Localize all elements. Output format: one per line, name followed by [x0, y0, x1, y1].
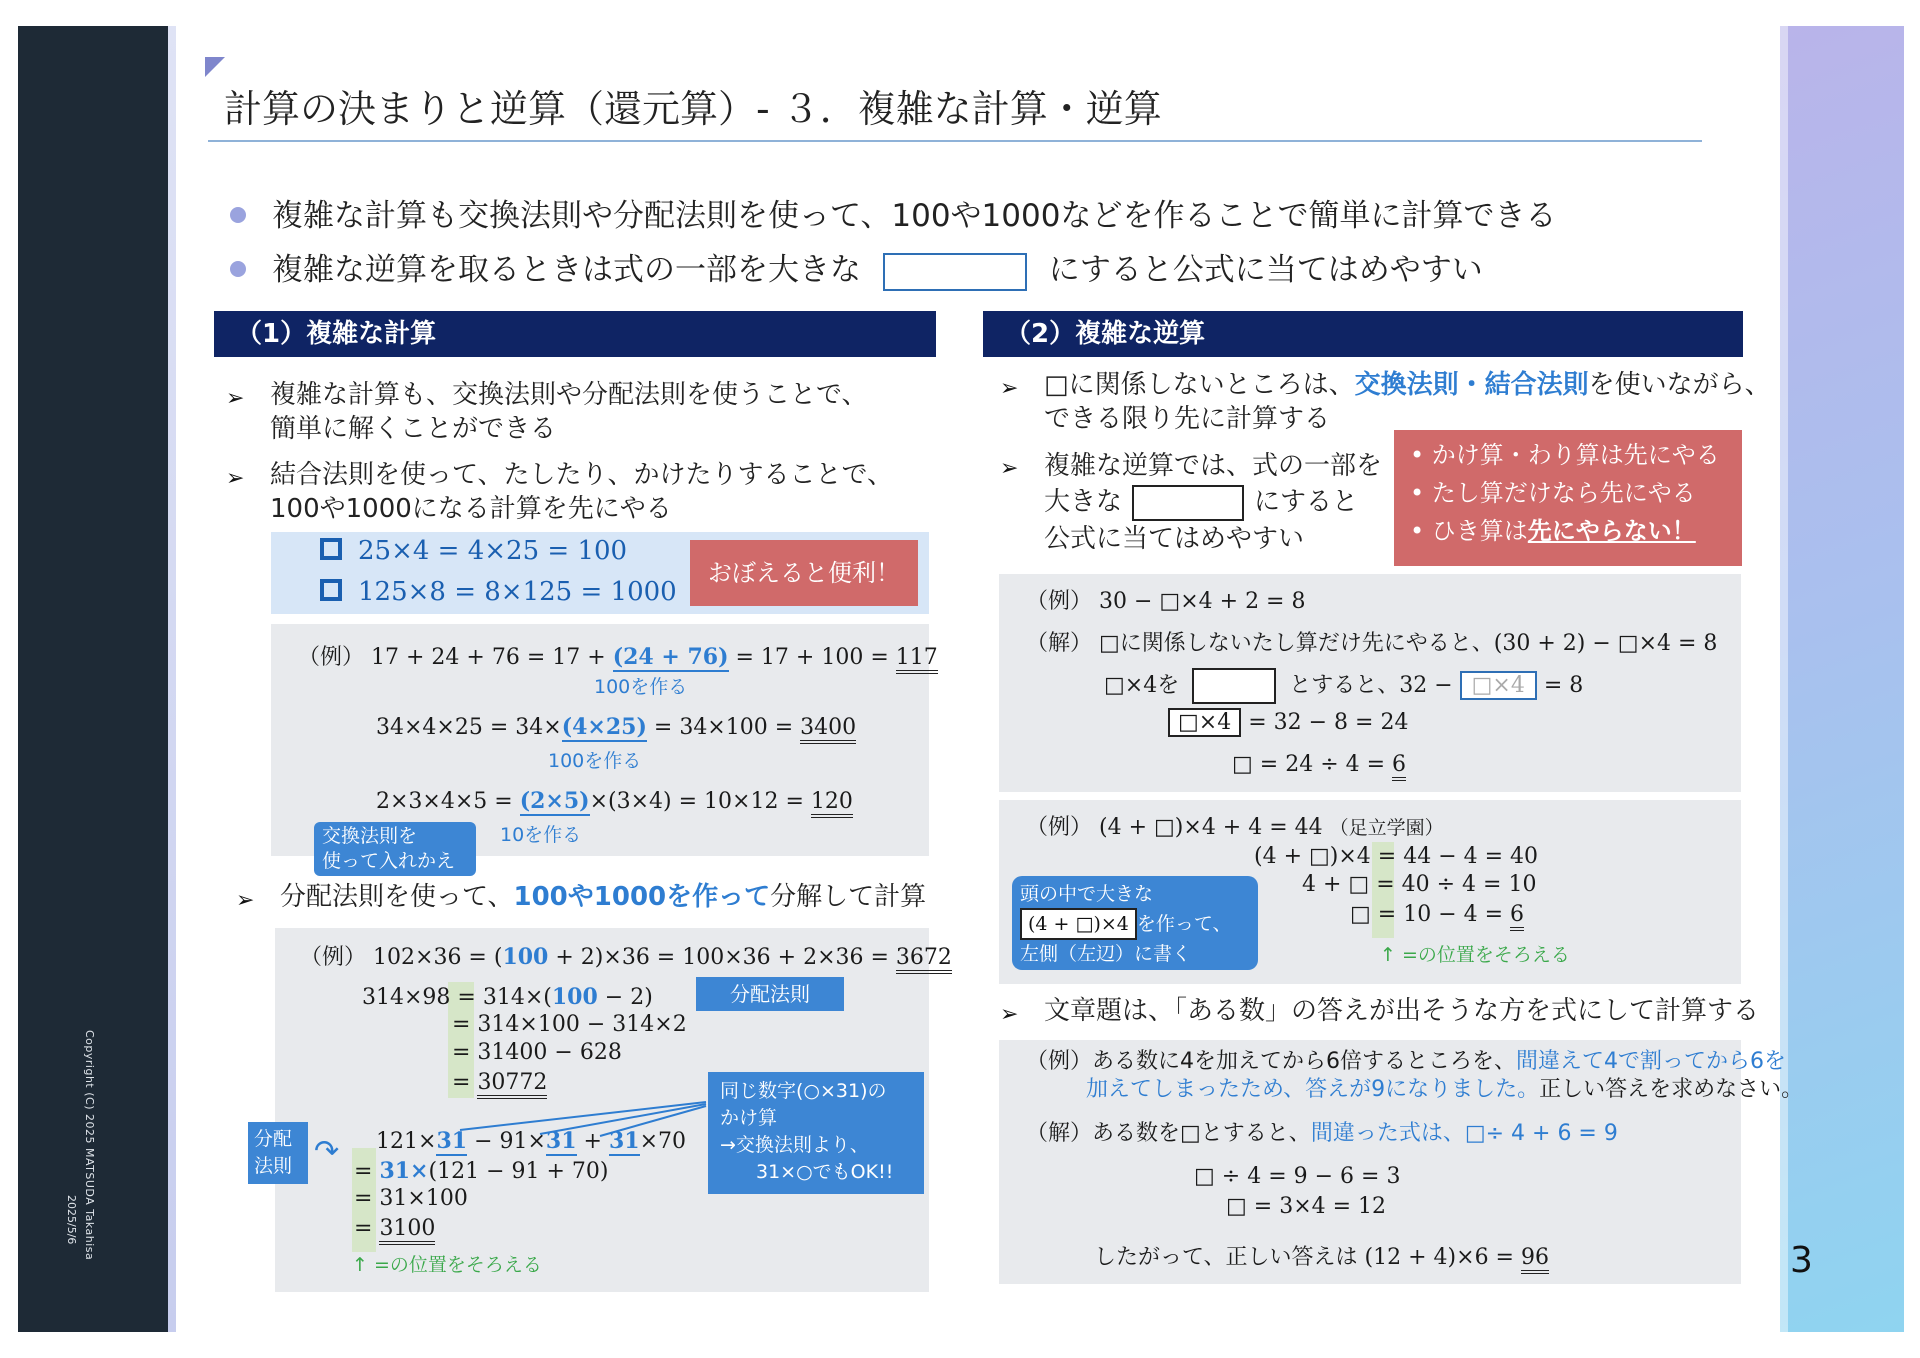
checkbox-square-icon — [320, 538, 342, 560]
head-note: 頭の中で大きな (4 + □)×4 を作って、 左側（左辺）に書く — [1012, 876, 1258, 970]
inv-example-1: （例） 30 − □×4 + 2 = 8 — [1026, 589, 1306, 614]
inv-solution-3: □×4 = 32 − 8 = 24 — [1168, 708, 1408, 737]
swap-note: 交換法則を 使って入れかえ — [314, 822, 476, 876]
dist-label: 分配法則 — [696, 977, 844, 1011]
page-title: 計算の決まりと逆算（還元算）- ３．複雑な計算・逆算 — [224, 87, 1162, 131]
blank-box — [1192, 668, 1276, 704]
align-note-left: ↑ =の位置をそろえる — [352, 1254, 542, 1276]
arrow-bullet-icon: ➢ — [1000, 1002, 1019, 1027]
tips-box: • かけ算・わり算は先にやる • たし算だけなら先にやる • ひき算は先にやらない！ — [1394, 430, 1742, 566]
note-10: 10を作る — [500, 824, 582, 846]
memo-note: おぼえると便利！ — [690, 540, 918, 606]
left-point-1: 複雑な計算も、交換法則や分配法則を使うことで、 簡単に解くことができる — [270, 380, 868, 444]
bullet-dot-icon — [230, 261, 246, 277]
bullet-dot-icon — [230, 207, 246, 223]
example-line-3: 2×3×4×5 = (2×5)×(3×4) = 10×12 = 120 — [376, 788, 853, 814]
section-header-right: （2）複雑な逆算 — [983, 311, 1743, 357]
same-number-note: 同じ数字(○×31)の かけ算 →交換法則より、 31×○でもOK!! — [708, 1072, 924, 1194]
right-point-2: 複雑な逆算では、式の一部を 大きな にすると 公式に当てはめやすい — [1044, 451, 1383, 554]
left-point-3: 分配法則を使って、100や1000を作って分解して計算 — [280, 882, 927, 912]
arrow-bullet-icon: ➢ — [226, 386, 245, 411]
inv-example-2-line-2: 4 + □ = 40 ÷ 4 = 10 — [1302, 872, 1537, 897]
corner-triangle-icon — [205, 57, 225, 77]
example-line-1: （例） 17 + 24 + 76 = 17 + (24 + 76) = 17 + 100 = 117 — [298, 640, 938, 671]
page-number: 3 — [1790, 1240, 1813, 1281]
note-100: 100を作る — [594, 676, 688, 698]
align-note-right: ↑ =の位置をそろえる — [1380, 944, 1570, 966]
word-solution-2: □ ÷ 4 = 9 − 6 = 3 — [1194, 1164, 1401, 1189]
date-text: 2025/5/6 — [65, 1195, 78, 1245]
dist-line-1: （例） 102×36 = (100 + 2)×36 = 100×36 + 2×36 = 3672 — [300, 940, 952, 971]
checkbox-square-icon — [320, 579, 342, 601]
title-underline — [208, 140, 1702, 142]
right-point-1: □に関係しないところは、交換法則・結合法則を使いながら、 できる限り先に計算する — [1044, 370, 1771, 434]
arrow-bullet-icon: ➢ — [236, 888, 255, 913]
section-header-left: （1）複雑な計算 — [214, 311, 936, 357]
inv-solution-4: □ = 24 ÷ 4 = 6 — [1232, 752, 1406, 777]
memo-line-2: 125×8 = 8×125 = 1000 — [320, 577, 677, 607]
dist-line-4: = 31400 − 628 — [452, 1040, 622, 1065]
word-solution-4: したがって、正しい答えは (12 + 4)×6 = 96 — [1094, 1240, 1549, 1271]
arrow-bullet-icon: ➢ — [1000, 456, 1019, 481]
inv-example-2-line-1: (4 + □)×4 = 44 − 4 = 40 — [1254, 844, 1539, 869]
inv-example-2: （例） (4 + □)×4 + 4 = 44 （足立学園） — [1026, 815, 1444, 840]
curve-arrow-icon: ↷ — [314, 1134, 340, 1169]
left-point-2: 結合法則を使って、たしたり、かけたりすることで、 100や1000になる計算を先にやる — [270, 460, 893, 524]
word-problem: （例）ある数に4を加えてから6倍するところを、間違えて4で割ってから6を 加えてしまったため、答えが9になりました。正しい答えを求めなさい。 — [1026, 1049, 1804, 1102]
dist-line-9: = 3100 — [354, 1216, 435, 1241]
arrow-bullet-icon: ➢ — [226, 466, 245, 491]
dist-line-7: = 31×(121 − 91 + 70) — [354, 1158, 609, 1184]
word-solution-3: □ = 3×4 = 12 — [1226, 1194, 1387, 1219]
dist-line-8: = 31×100 — [354, 1186, 468, 1211]
bullet-2: 複雑な逆算を取るときは式の一部を大きな にすると公式に当てはめやすい — [230, 244, 1483, 291]
dist-line-6: 121×31 − 91×31 + 31×70 — [376, 1128, 687, 1154]
inv-example-2-line-3: □ = 10 − 4 = 6 — [1350, 902, 1524, 927]
memo-line-1: 25×4 = 4×25 = 100 — [320, 536, 627, 566]
blank-box — [883, 253, 1027, 291]
note-100: 100を作る — [548, 750, 642, 772]
bullet-1: 複雑な計算も交換法則や分配法則を使って、100や1000などを作ることで簡単に計算できる — [230, 190, 1556, 235]
arrow-bullet-icon: ➢ — [1000, 376, 1019, 401]
inv-solution-1: （解） □に関係しないたし算だけ先にやると、(30 + 2) − □×4 = 8 — [1026, 631, 1718, 656]
copyright-text: Copyright (C) 2025 MATSUDA Takahisa — [83, 1030, 96, 1261]
right-decoration — [1780, 26, 1904, 1332]
dist-line-3: = 314×100 − 314×2 — [452, 1012, 687, 1037]
left-stripe — [168, 26, 176, 1332]
example-line-2: 34×4×25 = 34×(4×25) = 34×100 = 3400 — [376, 714, 856, 740]
right-point-3: 文章題は、「ある数」の答えが出そうな方を式にして計算する — [1044, 996, 1760, 1026]
blank-box — [1132, 485, 1244, 521]
dist-law-note: 分配 法則 — [248, 1122, 308, 1184]
dist-line-5: = 30772 — [452, 1070, 547, 1095]
inv-solution-2: □×4を とすると、32 − □×4 = 8 — [1104, 668, 1583, 704]
word-solution-1: （解）ある数を□とすると、間違った式は、□÷ 4 + 6 = 9 — [1026, 1121, 1618, 1146]
dist-line-2: 314×98 = 314×(100 − 2) — [362, 984, 653, 1010]
